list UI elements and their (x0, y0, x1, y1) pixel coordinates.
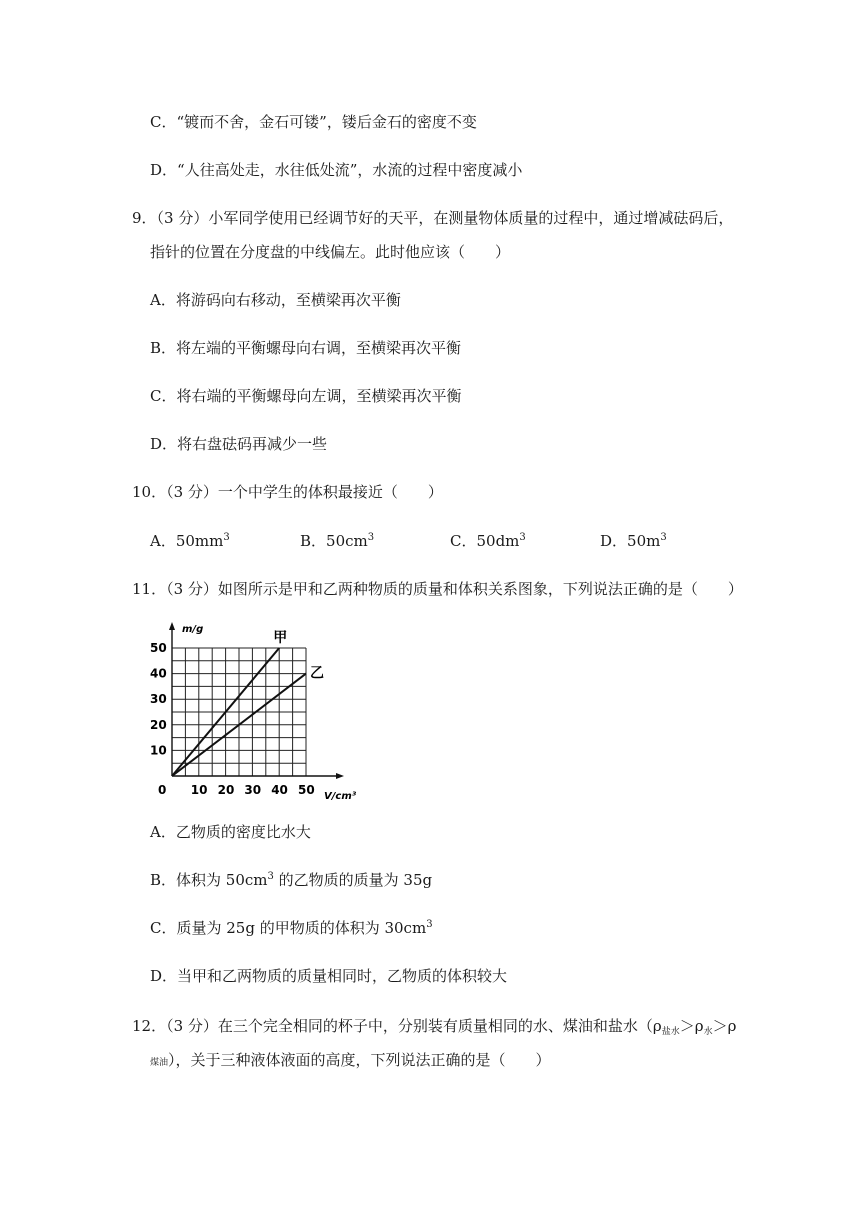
q11-stem: 11．（3 分）如图所示是甲和乙两种物质的质量和体积关系图象，下列说法正确的是（ ） (132, 580, 743, 598)
q10-options (150, 531, 770, 551)
q11-option-b: B．体积为 $50cm^3$ 的乙物质的质量为 35g (150, 871, 433, 889)
chart-axes (169, 622, 344, 779)
chart-series (172, 630, 324, 776)
y-axis-label: m/g (182, 624, 204, 635)
q10-option-c: C．$50dm^3$ (450, 532, 526, 550)
q9-stem-line1: 9．（3 分）小军同学使用已经调节好的天平，在测量物体质量的过程中，通过增减砝码后， (132, 209, 734, 227)
y-tick-label: 50 (150, 641, 167, 655)
x-tick-label: 50 (298, 783, 315, 797)
x-tick-label: 0 (158, 783, 167, 797)
x-tick-label: 10 (190, 783, 208, 797)
q8-option-c: C．“镀而不舍，金石可镂”，镂后金石的密度不变 (150, 113, 477, 131)
q11-option-c: C．质量为 25g 的甲物质的体积为 $30cm^3$ (150, 919, 433, 937)
q9-option-a: A．将游码向右移动，至横梁再次平衡 (150, 291, 401, 309)
q9-option-b: B．将左端的平衡螺母向右调，至横梁再次平衡 (150, 339, 462, 357)
y-tick-label: 20 (150, 717, 167, 732)
y-tick-label: 40 (150, 666, 167, 681)
q10-option-d: D．$50m^3$ (600, 532, 667, 550)
q10-option-a: A．$50mm^3$ (150, 532, 230, 550)
x-axis-arrow (336, 773, 344, 779)
x-tick-label: 30 (244, 783, 262, 797)
y-tick-label: 10 (150, 743, 167, 758)
series-label-jia: 甲 (273, 630, 288, 646)
q11-option-a: A．乙物质的密度比水大 (150, 823, 311, 841)
q11-option-d: D．当甲和乙两物质的质量相同时，乙物质的体积较大 (150, 967, 508, 985)
q8-option-d: D．“人往高处走，水往低处流”，水流的过程中密度减小 (150, 161, 523, 179)
q9-option-c: C．将右端的平衡螺母向左调，至横梁再次平衡 (150, 387, 462, 405)
q12-stem-line2: 煤油），关于三种液体液面的高度，下列说法正确的是（ ） (150, 1051, 551, 1069)
q12-stem-line1: 12．（3 分）在三个完全相同的杯子中，分别装有质量相同的水、煤油和盐水（$\rho_{盐水}>\rho_水>\rho$ (132, 1017, 737, 1037)
q12-sub-kerosene: 煤油 (150, 1058, 169, 1068)
x-tick-label: 40 (271, 783, 288, 797)
x-axis-label: V/cm³ (324, 791, 357, 802)
q9-option-d: D．将右盘砝码再减少一些 (150, 435, 328, 453)
x-tick-label: 20 (217, 783, 235, 797)
q10-stem: 10．（3 分）一个中学生的体积最接近（ ） (132, 483, 443, 501)
q9-stem-line2: 指针的位置在分度盘的中线偏左。此时他应该（ ） (150, 243, 511, 261)
y-axis-arrow (169, 622, 175, 630)
chart-grid (172, 648, 306, 776)
y-tick-label: 30 (150, 692, 167, 707)
series-label-yi: 乙 (310, 665, 324, 682)
mass-volume-chart (140, 618, 370, 808)
q10-option-b: B．$50cm^3$ (300, 532, 375, 550)
